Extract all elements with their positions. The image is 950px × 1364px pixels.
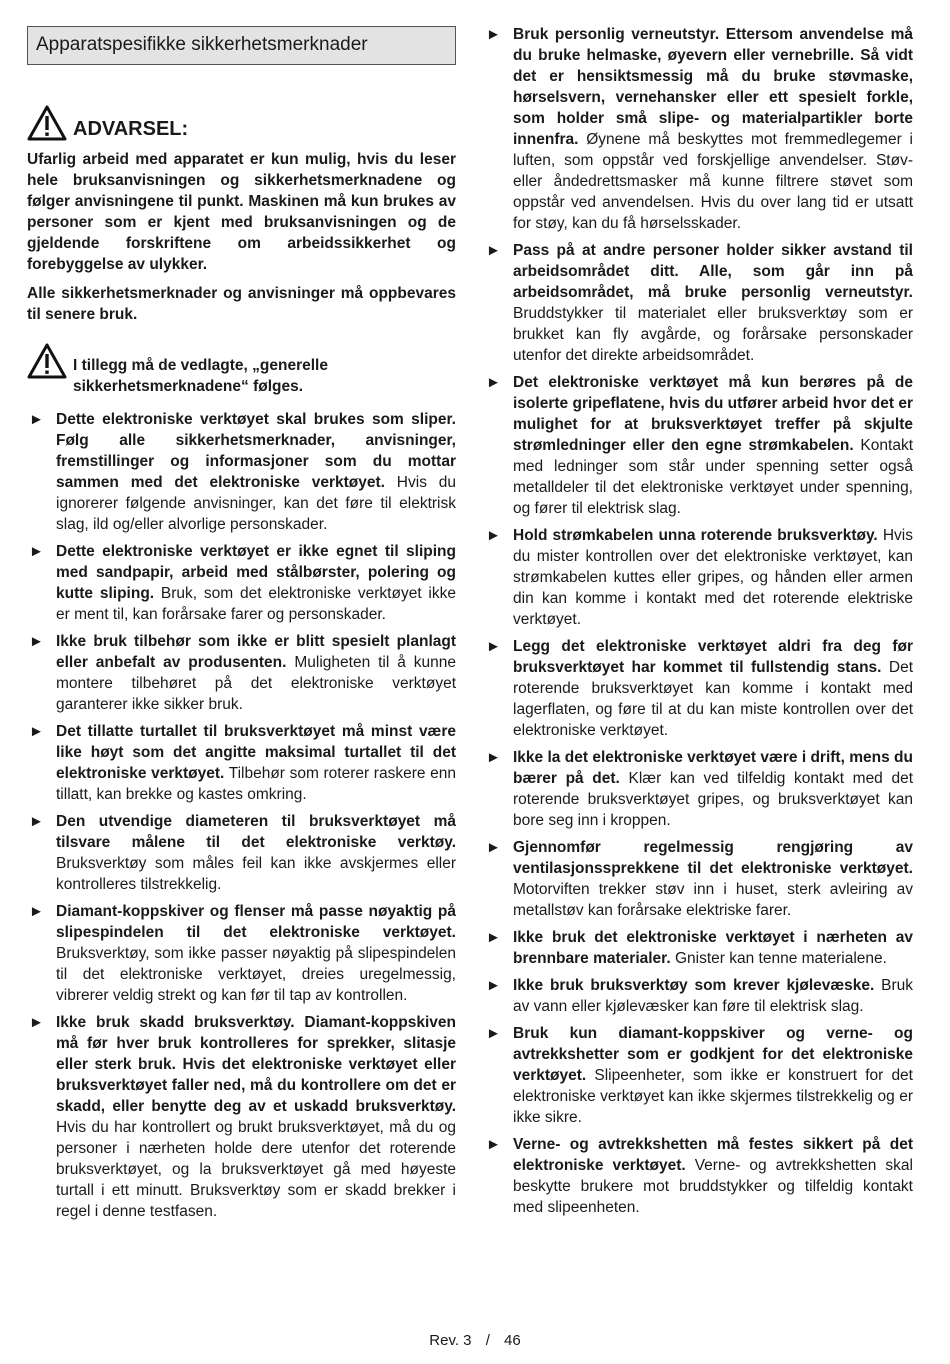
safety-item-text: Verne- og avtrekkshetten skal beskytte brukere mot bruddstykker og tilfeldig kontakt med slipeenheten. xyxy=(513,1157,913,1216)
bullet-arrow-icon: ► xyxy=(29,903,44,920)
safety-item-bold: Den utvendige diameteren til bruksverktøyet må tilsvare målene til det elektroniske verktøy. xyxy=(56,813,456,851)
right-column xyxy=(484,24,913,1224)
safety-item xyxy=(484,837,913,921)
bullet-arrow-icon: ► xyxy=(486,749,501,766)
safety-item xyxy=(27,631,456,715)
safety-item-text: Slipeenheter, som ikke er konstruert for det elektroniske verktøyet kan ikke skjermes tilstrekkelig og er ikke sikre. xyxy=(513,1067,913,1126)
section-title: Apparatspesifikke sikkerhetsmerknader xyxy=(27,26,456,65)
bullet-arrow-icon: ► xyxy=(486,1025,501,1042)
bullet-arrow-icon: ► xyxy=(29,411,44,428)
safety-item-bold: Legg det elektroniske verktøyet aldri fra deg før bruksverktøyet har kommet til fullstendig stans. xyxy=(513,638,913,676)
safety-item-bold: Dette elektroniske verktøyet er ikke egnet til sliping med sandpapir, arbeid med stålbørster, polering og kutte sliping. xyxy=(56,543,456,602)
page-number: 46 xyxy=(504,1332,521,1349)
safety-item-bold: Hold strømkabelen unna roterende bruksverktøy. xyxy=(513,527,878,544)
safety-item-text: Bruk av vann eller kjølevæsker kan føre til elektrisk slag. xyxy=(513,977,913,1015)
safety-item xyxy=(27,721,456,805)
safety-item-bold: Ikke la det elektroniske verktøyet være i drift, mens du bærer på det. xyxy=(513,749,913,787)
safety-item-text: Hvis du har kontrollert og brukt bruksverktøyet, må du og personer i nærheten holde dere utenfor det roterende bruksverktøyet, og la bruksverktøyet gå med høyeste turtall i ett minutt. Bruksverktøy som er skadd brekker i regel i denne testfasen. xyxy=(56,1119,456,1220)
safety-item-text: Det roterende bruksverktøyet kan komme i kontakt med lagerflaten, og føre til at du kan miste kontrollen over det elektroniske verktøyet. xyxy=(513,659,913,739)
footer-separator: / xyxy=(485,1332,490,1349)
safety-item xyxy=(484,240,913,366)
safety-item xyxy=(484,975,913,1017)
safety-item-bold: Verne- og avtrekkshetten må festes sikkert på det elektroniske verktøyet. xyxy=(513,1136,913,1174)
warning-triangle-icon xyxy=(27,343,67,379)
bullet-arrow-icon: ► xyxy=(486,527,501,544)
safety-item xyxy=(484,747,913,831)
safety-item xyxy=(484,525,913,630)
bullet-arrow-icon: ► xyxy=(486,839,501,856)
safety-item-bold: Det elektroniske verktøyet må kun berøres på de isolerte gripeflatene, hvis du utfører arbeid hvor det er mulighet for at bruksverktøyet treffer på skjulte strømledninger eller den egne strømkabelen. xyxy=(513,374,913,454)
safety-item-text: Bruksverktøy som måles feil kan ikke avskjermes eller kontrolleres tilstrekkelig. xyxy=(56,855,456,893)
bullet-arrow-icon: ► xyxy=(29,543,44,560)
bullet-arrow-icon: ► xyxy=(29,1014,44,1031)
general-note-text: I tillegg må de vedlagte, „generelle sikkerhetsmerknadene“ følges. xyxy=(73,357,328,395)
bullet-arrow-icon: ► xyxy=(486,242,501,259)
safety-item-text: Bruk, som det elektroniske verktøyet ikke er ment til, kan forårsake farer og personskader. xyxy=(56,585,456,623)
page-footer xyxy=(0,1332,950,1349)
safety-item xyxy=(484,1134,913,1218)
bullet-arrow-icon: ► xyxy=(486,929,501,946)
warning-triangle-icon xyxy=(27,105,67,141)
safety-item-text: Muligheten til å kunne montere tilbehøret på det elektroniske verktøyet garanterer ikke sikker bruk. xyxy=(56,654,456,713)
safety-item-text: Kontakt med ledninger som står under spenning setter også metalldeler til det elektroniske verktøyet under spenning, og fører til elektrisk slag. xyxy=(513,437,913,517)
safety-item-text: Klær kan ved tilfeldig kontakt med det roterende bruksverktøyet gripes, og bruksverktøyet kan bore seg inn i kroppen. xyxy=(513,770,913,829)
bullet-arrow-icon: ► xyxy=(486,374,501,391)
left-safety-list xyxy=(27,409,456,1222)
safety-item-text: Bruksverktøy, som ikke passer nøyaktig på slipespindelen til det elektroniske verktøyet, dreies uregelmessig, vibrerer veldig strekt og kan før til tap av kontrollen. xyxy=(56,945,456,1004)
bullet-arrow-icon: ► xyxy=(486,26,501,43)
safety-item xyxy=(27,811,456,895)
bullet-arrow-icon: ► xyxy=(486,1136,501,1153)
left-column xyxy=(27,20,456,1228)
safety-item xyxy=(484,372,913,519)
safety-item-text: Tilbehør som roterer raskere enn tillatt, kan brekke og kastes omkring. xyxy=(56,765,456,803)
safety-item-bold: Dette elektroniske verktøyet skal brukes som sliper. Følg alle sikkerhetsmerknader, anvisninger, fremstillinger og informasjoner som du mottar sammen med det elektroniske verktøyet. xyxy=(56,411,456,491)
warning-label: ADVARSEL: xyxy=(73,118,189,140)
safety-item-text: Øynene må beskyttes mot fremmedlegemer i luften, som oppstår ved forskjellige anvendelser. Støv- eller åndedrettsmasker må kunne filtrere støvet som oppstår ved anvendelsen. Hvis du over lang tid er utsatt for støy, kan du få hørselsskader. xyxy=(513,131,913,232)
warning-paragraph: Ufarlig arbeid med apparatet er kun mulig, hvis du leser hele bruksanvisningen og sikkerhetsmerknadene og følger anvisningene til punkt. Maskinen må kun brukes av personer som er kjent med bruksanvisningen og de gjeldende forskriftene om arbeidssikkerhet og forebyggelse av ulykker. xyxy=(27,151,456,273)
safety-item-text: Hvis du ignorerer følgende anvisninger, kan det føre til elektrisk slag, ild og/eller alvorlige personskader. xyxy=(56,474,456,533)
safety-item xyxy=(27,1012,456,1222)
revision-label: Rev. 3 xyxy=(429,1332,472,1349)
safety-item-bold: Bruk personlig verneutstyr. Ettersom anvendelse må du bruke helmaske, øyevern eller vernebrille. Så vidt det er hensiktsmessig må du bruke støvmaske, hørselsvern, vernehansker eller ett spesielt forkle, som holder små slipe- og materialpartikler borte innenfra. xyxy=(513,26,913,148)
bullet-arrow-icon: ► xyxy=(29,723,44,740)
safety-item-bold: Ikke bruk skadd bruksverktøy. Diamant-koppskiven må før hver bruk kontrolleres for sprekker, slitasje eller sterk bruk. Hvis det elektroniske verktøyet eller bruksverktøyet faller ned, må du kontrollere om det er skadd, eller benytte deg av et uskadd bruksverktøy. xyxy=(56,1014,456,1115)
bullet-arrow-icon: ► xyxy=(29,813,44,830)
safety-item-bold: Pass på at andre personer holder sikker avstand til arbeidsområdet ditt. Alle, som går inn på arbeidsområdet, må bruke personlig verneutstyr. xyxy=(513,242,913,301)
bullet-arrow-icon: ► xyxy=(29,633,44,650)
safety-item-text: Bruddstykker til materialet eller bruksverktøy som er brukket kan fly avgårde, og forårsake personskader utenfor det direkte arbeidsområdet. xyxy=(513,305,913,364)
right-safety-list xyxy=(484,24,913,1218)
safety-item xyxy=(484,24,913,234)
bullet-arrow-icon: ► xyxy=(486,977,501,994)
safety-item xyxy=(484,636,913,741)
safety-item-bold: Ikke bruk bruksverktøy som krever kjølevæske. xyxy=(513,977,875,994)
safety-item xyxy=(27,409,456,535)
safety-item xyxy=(484,1023,913,1128)
warning-storage-paragraph: Alle sikkerhetsmerknader og anvisninger må oppbevares til senere bruk. xyxy=(27,285,456,323)
safety-item-text: Hvis du mister kontrollen over det elektroniske verktøyet, kan strømkabelen kuttes eller gripes, og hånden eller armen din kan komme i kontakt med det roterende elektriske verktøyet. xyxy=(513,527,913,628)
general-note xyxy=(27,355,456,397)
warning-heading xyxy=(27,105,456,141)
safety-item-bold: Det tillatte turtallet til bruksverktøyet må minst være like høyt som det angitte maksimal turtallet til det elektroniske verktøyet. xyxy=(56,723,456,782)
safety-item-text: Motorviften trekker støv inn i huset, sterk avleiring av metallstøv kan forårsake elektriske farer. xyxy=(513,881,913,919)
safety-item-bold: Ikke bruk det elektroniske verktøyet i nærheten av brennbare materialer. xyxy=(513,929,913,967)
safety-item-bold: Bruk kun diamant-koppskiver og verne- og avtrekkshetter som er godkjent for det elektroniske verktøyet. xyxy=(513,1025,913,1084)
safety-item-text: Gnister kan tenne materialene. xyxy=(670,950,887,967)
safety-item-bold: Gjennomfør regelmessig rengjøring av ventilasjonssprekkene til det elektroniske verktøyet. xyxy=(513,839,913,877)
safety-item xyxy=(27,541,456,625)
safety-item xyxy=(484,927,913,969)
bullet-arrow-icon: ► xyxy=(486,638,501,655)
safety-item-bold: Diamant-koppskiver og flenser må passe nøyaktig på slipespindelen til det elektroniske verktøyet. xyxy=(56,903,456,941)
safety-item-bold: Ikke bruk tilbehør som ikke er blitt spesielt planlagt eller anbefalt av produsenten. xyxy=(56,633,456,671)
safety-item xyxy=(27,901,456,1006)
